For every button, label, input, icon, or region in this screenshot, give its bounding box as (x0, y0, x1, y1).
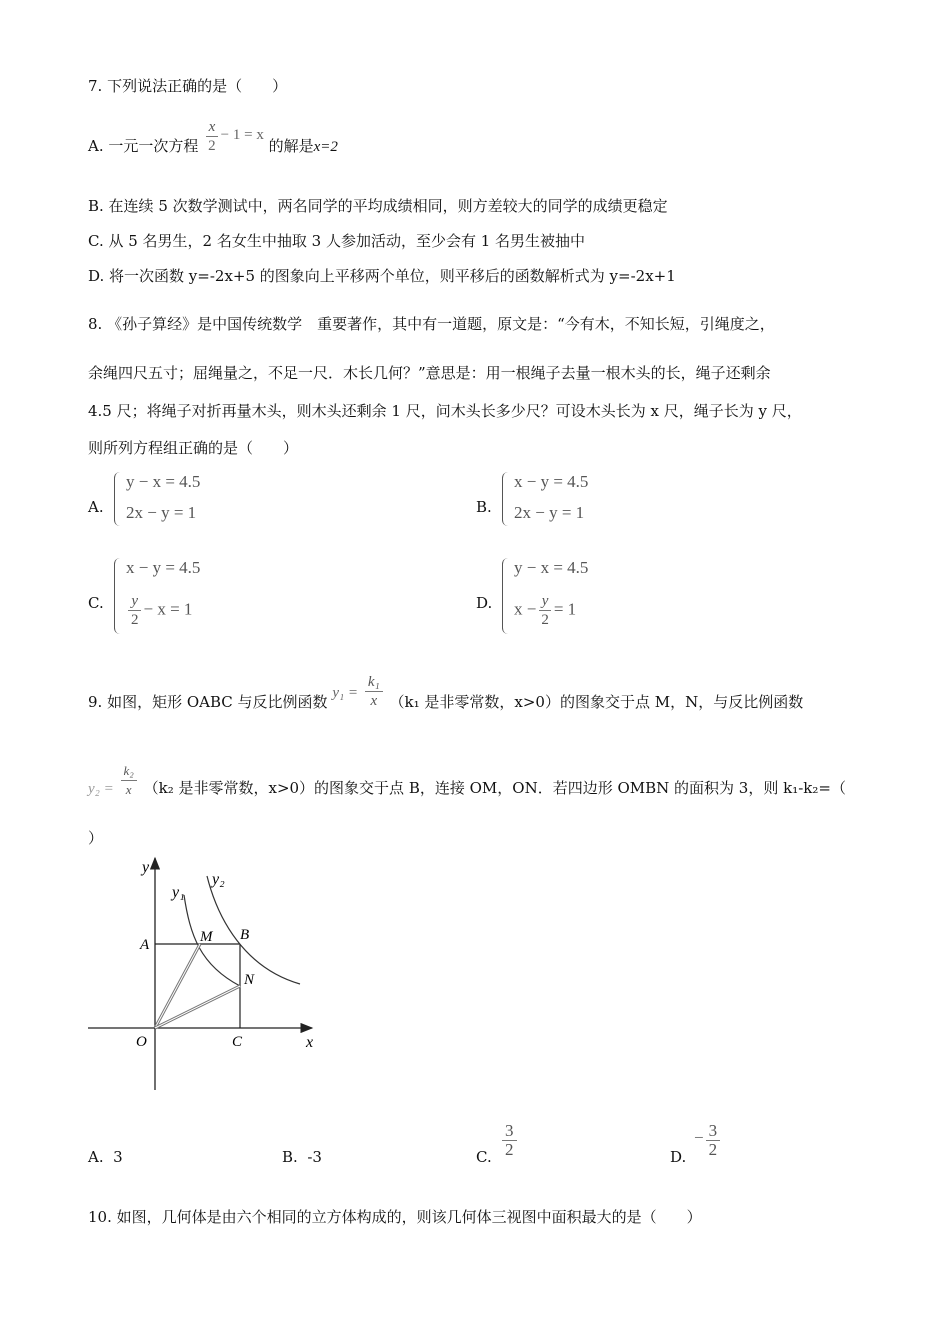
label-x: x (306, 1034, 314, 1051)
q7-a-suffix: 的解是 (268, 137, 314, 155)
label-y1: y₁ (172, 884, 185, 901)
q9-line1 (88, 673, 804, 713)
q8-d-eq2: x − $\frac{y}{2}$ = 1 (514, 593, 577, 628)
label-a: A (140, 937, 150, 953)
q9-y2-fraction: $\frac{\text{k₂}}{x}$ (121, 762, 137, 799)
q9-option-d: D. (670, 1148, 687, 1166)
q7-stem: 7. 下列说法正确的是（ ） (88, 77, 288, 95)
q8-a-eq1: y − x = 4.5 (126, 472, 201, 491)
q9-line3: ） (88, 829, 104, 847)
q8-c-eq1: x − y = 4.5 (126, 558, 201, 577)
q9-option-b: B. -3 (282, 1148, 322, 1166)
q8-option-a-label: A. (88, 498, 104, 516)
q7-a-answer: x=2 (313, 139, 338, 155)
brace-icon (502, 558, 511, 634)
q9-y2-lhs: y₂ = (88, 781, 114, 797)
label-y2: y₂ (212, 871, 225, 888)
q7-option-b: B. 在连续 5 次数学测试中，两名同学的平均成绩相同，则方差较大的同学的成绩更稳定 (88, 197, 668, 215)
q9-figure (80, 850, 340, 1095)
q8-line4: 则所列方程组正确的是（ ） (88, 439, 299, 457)
curve-y2 (207, 876, 300, 984)
label-b: B (240, 927, 250, 943)
label-o: O (136, 1034, 147, 1050)
q7-option-c: C. 从 5 名男生，2 名女生中抽取 3 人参加活动，至少会有 1 名男生被抽中 (88, 232, 586, 250)
q8-option-c-label: C. (88, 594, 104, 612)
q7-a-eq-rest: − 1 = x (220, 127, 264, 143)
q9-text-part2: （k₁ 是非零常数，x>0）的图象交于点 M，N，与反比例函数 (389, 693, 804, 711)
brace-icon (114, 472, 123, 526)
brace-icon (502, 472, 511, 526)
q8-c-eq2: $\frac{y}{2}$ − x = 1 (126, 592, 192, 629)
q9-y1-fraction: $\frac{\text{k₁}}{x}$ (365, 673, 383, 710)
q8-b-eq2: 2x − y = 1 (514, 503, 585, 522)
label-n: N (244, 972, 255, 988)
q9-text-part3: （k₂ 是非零常数，x>0）的图象交于点 B，连接 OM，ON．若四边形 OMBN 的面积为 3，则 k₁-k₂=（ (143, 779, 846, 797)
q8-line1: 8. 《孙子算经》是中国传统数学 重要著作，其中有一道题，原文是：“今有木，不知长短，引绳度之， (88, 315, 775, 333)
q8-option-b-label: B. (476, 498, 492, 516)
q9-option-c-fraction: $\frac{3}{2}$ (500, 1122, 519, 1159)
q9-text-part1: 9. 如图，矩形 OABC 与反比例函数 (88, 693, 328, 711)
q9-y1-lhs: y₁ = (332, 685, 359, 701)
q9-option-d-fraction: − $\frac{3}{2}$ (694, 1122, 722, 1159)
q8-a-eq2: 2x − y = 1 (126, 503, 197, 522)
q8-option-d-label: D. (476, 594, 493, 612)
label-m: M (200, 929, 213, 945)
q8-b-eq1: x − y = 4.5 (514, 472, 589, 491)
q9-line2 (88, 762, 846, 799)
q8-line3: 4.5 尺；将绳子对折再量木头，则木头还剩余 1 尺，问木头长多少尺？可设木头长为 x 尺，绳子长为 y 尺， (88, 402, 802, 420)
label-c: C (232, 1034, 243, 1050)
q7-option-a (88, 118, 338, 157)
q9-option-c: C. (476, 1148, 492, 1166)
q9-option-a: A. 3 (88, 1148, 123, 1166)
q8-line2: 余绳四尺五寸；屈绳量之，不足一尺．木长几何？”意思是：用一根绳子去量一根木头的长，绳子还剩余 (88, 364, 771, 382)
q8-d-eq1: y − x = 4.5 (514, 558, 589, 577)
brace-icon (114, 558, 123, 634)
q7-a-prefix: A. 一元一次方程 (88, 137, 199, 155)
q7-a-equation: $\frac{x}{2}$ (205, 118, 219, 155)
q7-option-d: D. 将一次函数 y=-2x+5 的图象向上平移两个单位，则平移后的函数解析式为 y=-2x+1 (88, 267, 676, 285)
q10-stem: 10. 如图，几何体是由六个相同的立方体构成的，则该几何体三视图中面积最大的是（ ） (88, 1208, 702, 1226)
label-y: y (142, 859, 150, 876)
